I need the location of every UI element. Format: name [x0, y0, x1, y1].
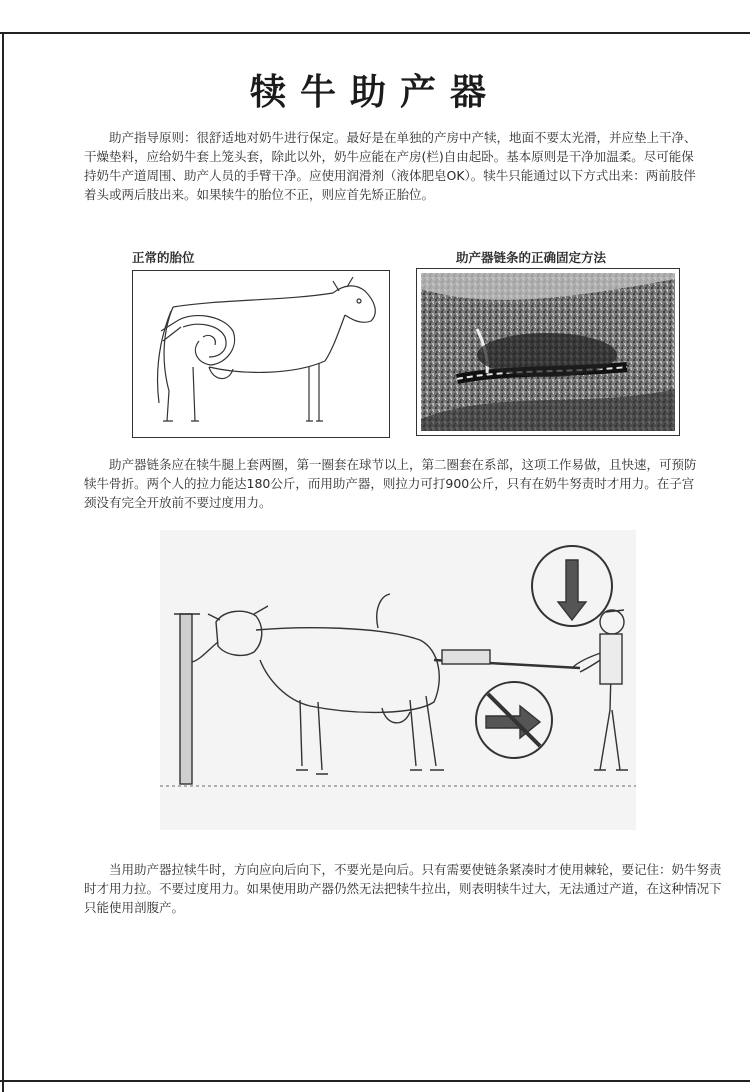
normal-position-caption: 正常的胎位	[132, 250, 195, 265]
chain-method-figure	[416, 268, 680, 436]
cow-diagram-illustration	[133, 271, 389, 437]
page-border-bottom	[0, 1080, 750, 1082]
chain-method-caption: 助产器链条的正确固定方法	[456, 250, 607, 265]
page-border-left	[2, 32, 4, 1092]
chain-paragraph: 助产器链条应在犊牛腿上套两圈，第一圈套在球节以上，第二圈套在系部，这项工作易做，且快速，可预防犊牛骨折。两个人的拉力能达180公斤，而用助产器，则拉力可打900公斤，只有在奶牛努责时才用力。在子宫颈没有完全开放前不要过度用力。	[84, 457, 697, 510]
calf-puller-usage-illustration	[160, 530, 636, 830]
usage-illustration	[160, 530, 636, 830]
page-border-top	[0, 32, 750, 34]
chain-photo-illustration	[417, 269, 679, 435]
normal-position-figure	[132, 270, 390, 438]
page-title: 犊牛助产器	[249, 71, 500, 113]
usage-paragraph: 当用助产器拉犊牛时，方向应向后向下，不要光是向后。只有需要使链条紧凑时才使用棘轮，要记住：奶牛努责时才用力拉。不要过度用力。如果使用助产器仍然无法把犊牛拉出，则表明犊牛过大，无法通过产道，在这种情况下只能使用剖腹产。	[84, 862, 722, 915]
intro-paragraph: 助产指导原则：很舒适地对奶牛进行保定。最好是在单独的产房中产犊，地面不要太光滑，并应垫上干净、干燥垫料，应给奶牛套上笼头套，除此以外，奶牛应能在产房(栏)自由起卧。基本原则是干净加温柔。尽可能保持奶牛产道周围、助产人员的手臂干净。应使用润滑剂（液体肥皂OK）。犊牛只能通过以下方式出来：两前肢伴着头或两后肢出来。如果犊牛的胎位不正，则应首先矫正胎位。	[84, 130, 697, 202]
